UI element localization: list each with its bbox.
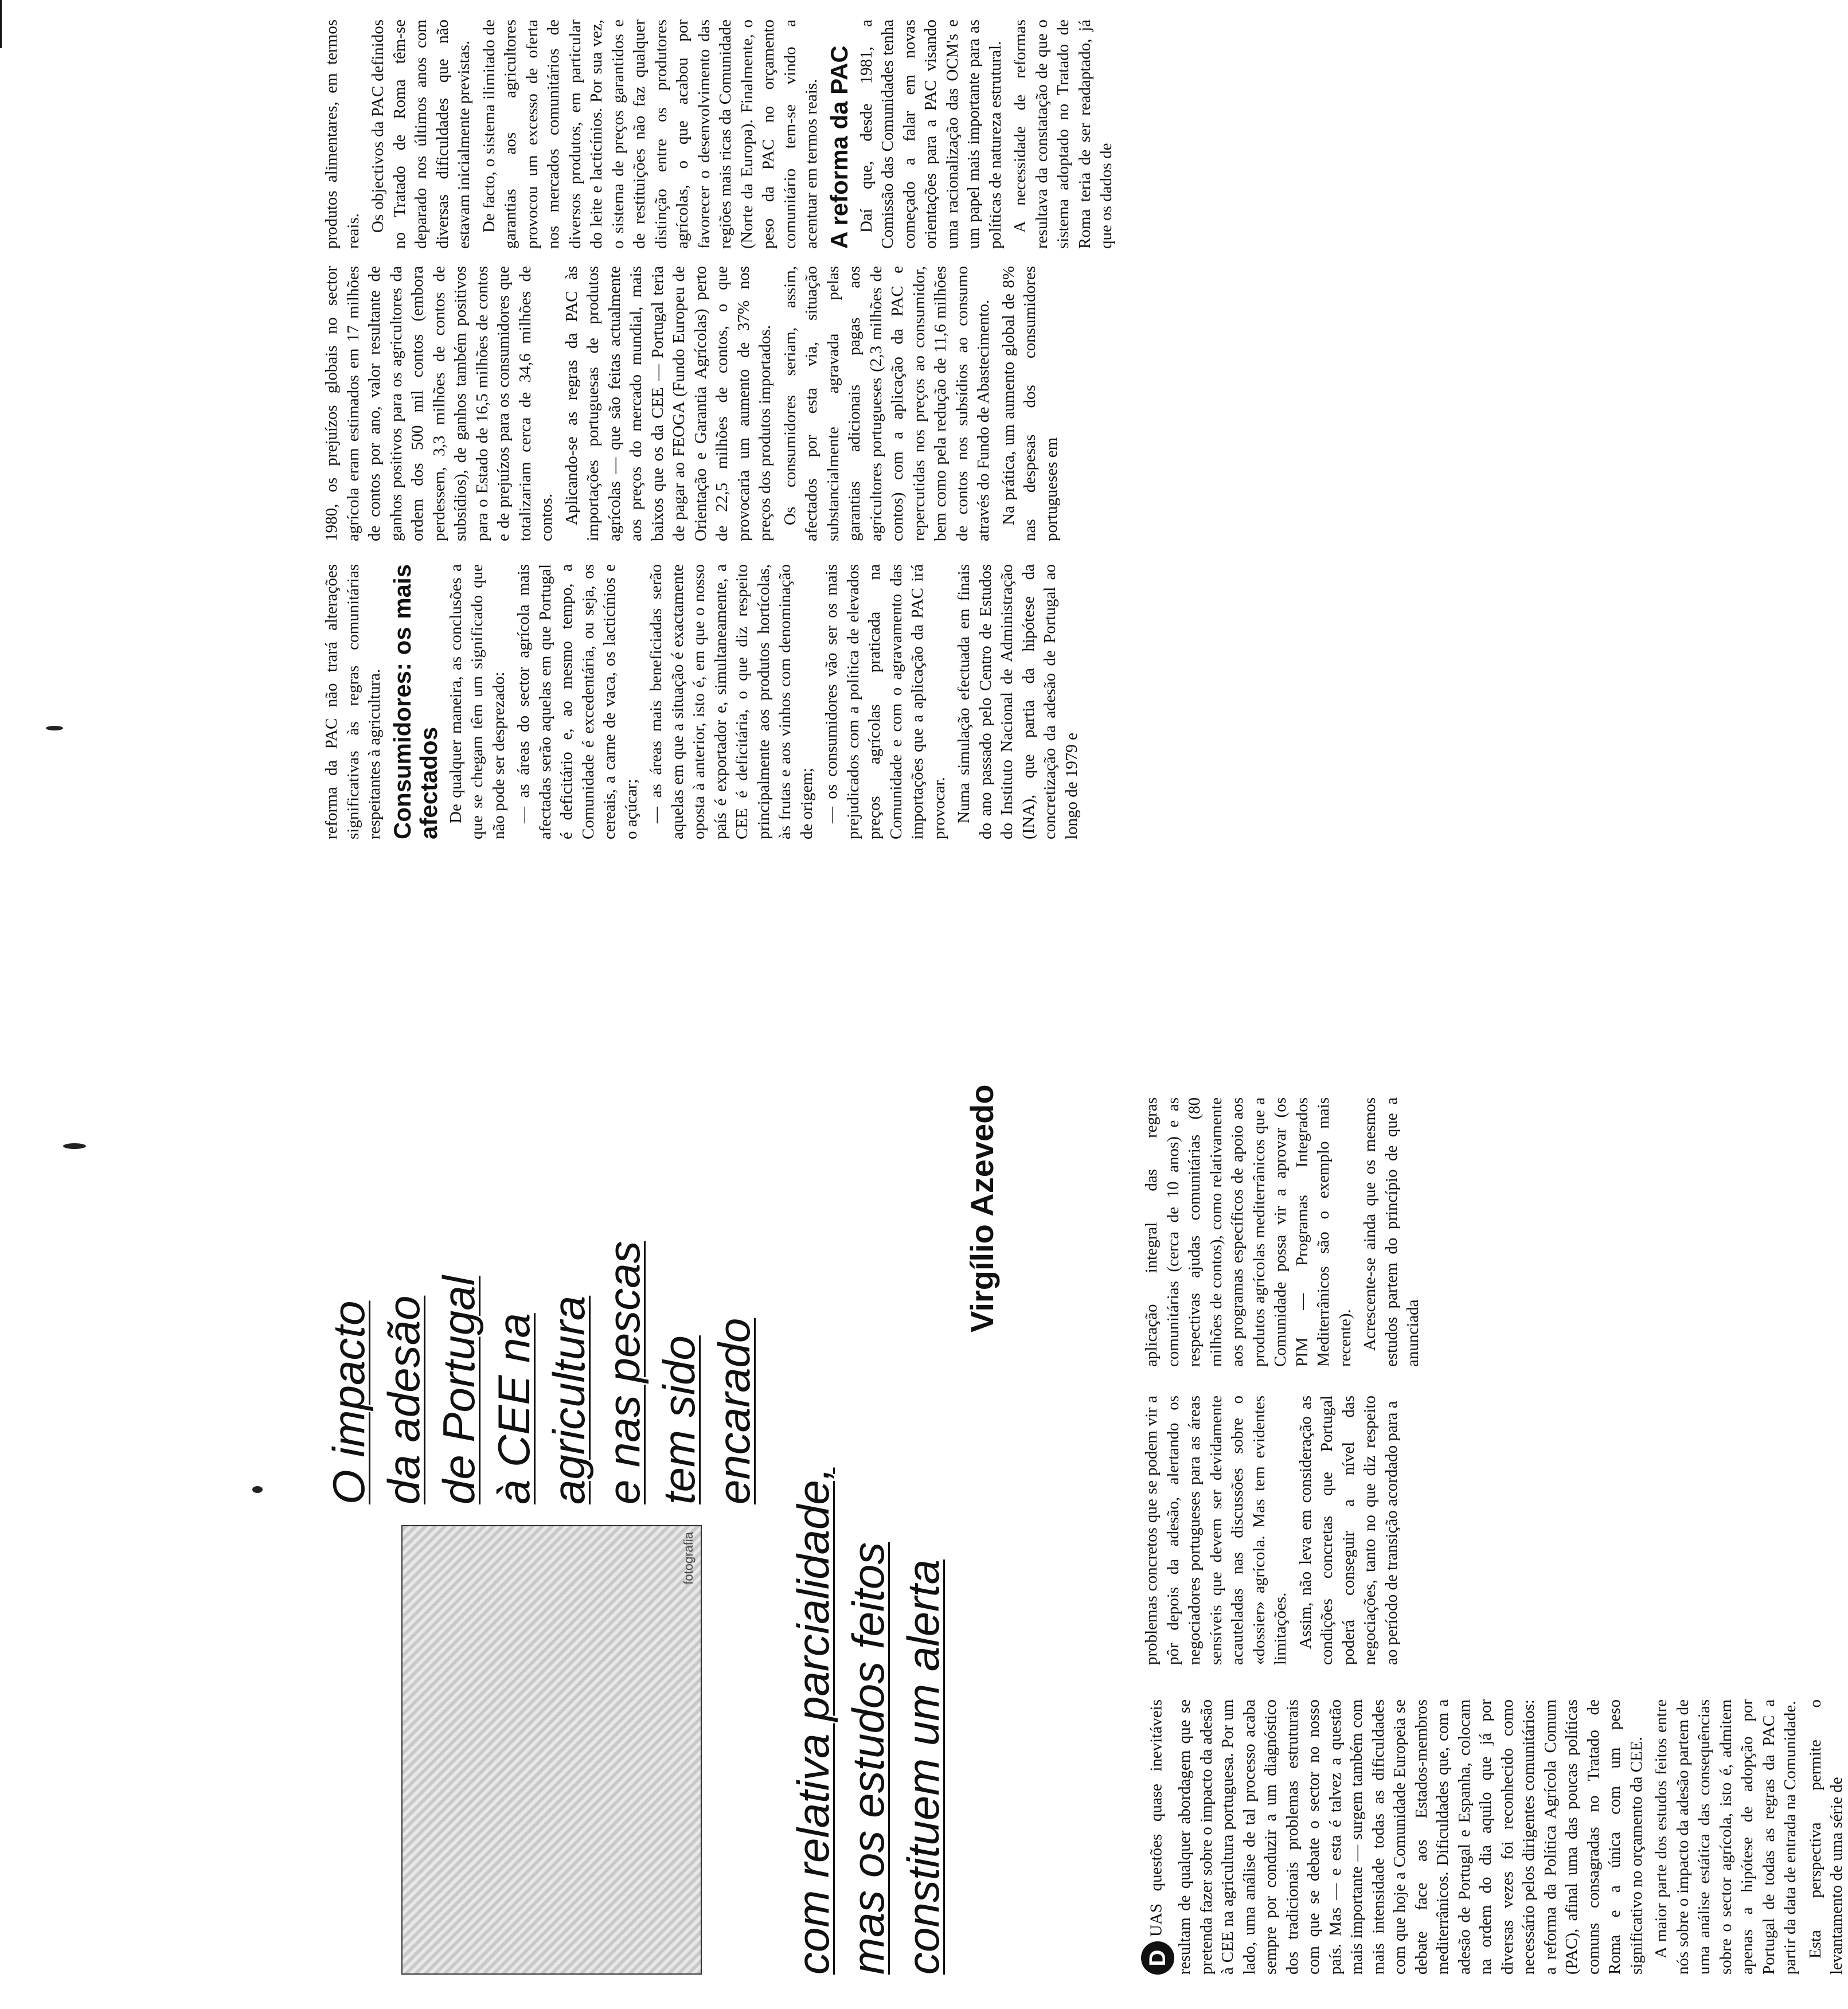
column-6-paragraph: Daí que, desde 1981, a Comissão das Comunidades tenha começado a falar em novas orientações para a PAC visando uma racionalização das OCM's e um papel mais importante para as políticas de natureza estrutural. xyxy=(857,19,1005,249)
column-1-paragraph: Esta perspectiva permite o levantamento de uma série de xyxy=(1806,1699,1846,1975)
column-6-paragraph: Os objectivos da PAC definidos no Tratado de Roma têm-se deparado nos últimos anos com diversas dificuldades que não estavam inicialmente previstas. xyxy=(369,19,473,249)
column-4-paragraph: De qualquer maneira, as conclusões a que se chegam têm um significado que não pode ser desprezado: xyxy=(446,564,508,839)
column-3 xyxy=(1141,1097,1422,1367)
column-4 xyxy=(321,564,1399,839)
scan-mark xyxy=(252,1486,263,1493)
column-6-paragraph: De facto, o sistema ilimitado de garantias aos agricultores provocou um excesso de oferta nos mercados comunitários de diversos produtos, em particular do leite e lacticínios. Por sua vez, o sistema de preços garantidos e de restituições não faz qualquer distinção entre os produtores agrícolas, o que acabou por favorecer o desenvolvimento das regiões mais ricas da Comunidade (Norte da Europa). Finalmente, o peso da PAC no orçamento comunitário tem-se vindo a acentuar em termos reais. xyxy=(479,19,821,249)
column-4-paragraph: — os consumidores vão ser os mais prejudicados com a política de elevados preços agrícolas praticada na Comunidade e com o agravamento das importações que a aplicação da PAC irá provocar. xyxy=(822,564,948,839)
scan-mark xyxy=(63,1143,86,1149)
drop-cap: D xyxy=(1141,1941,1174,1975)
column-4-paragraph: — as áreas do sector agrícola mais afectadas serão aquelas em que Portugal é deficitário e, ao mesmo tempo, a Comunidade é excedentária, ou seja, os cereais, a carne de vaca, os lacticínios e o açúcar; xyxy=(514,564,640,839)
column-1-paragraph: DUAS questões quase inevitáveis resultam de qualquer abordagem que se pretenda fazer sobre o impacto da adesão à CEE na agricultura portuguesa. Por um lado, uma análise de tal processo acaba sempre por conduzir a um diagnóstico dos tradicionais problemas estruturais com que se debate o sector no nosso país. Mas — e esta é talvez a questão mais importante — surgem também com mais intensidade todas as dificuldades com que hoje a Comunidade Europeia se debate face aos Estados-membros mediterrânicos. Dificuldades que, com a adesão de Portugal e Espanha, colocam na ordem do dia aquilo que já por diversas vezes foi reconhecido como necessário pelos dirigentes comunitários: a reforma da Política Agrícola Comum (PAC), afinal uma das poucas políticas comuns consagradas no Tratado de Roma e a única com um peso significativo no orçamento da CEE. xyxy=(1141,1699,1647,1975)
headline-line: encarado xyxy=(709,1318,759,1504)
column-2-paragraph: Assim, não leva em consideração as condições concretas que Portugal poderá conseguir a nível das negociações, tanto no que diz respeito ao período de transição acordado para a xyxy=(1296,1396,1401,1665)
column-1-paragraph: A maior parte dos estudos feitos entre nós sobre o impacto da adesão partem de uma análise estática das consequências sobre o sector agrícola, isto é, admitem apenas a hipótese de adopção por Portugal de todas as regras da PAC a partir da data de entrada na Comunidade. xyxy=(1652,1699,1799,1975)
column-6 xyxy=(321,19,1399,249)
column-4-intro: reforma da PAC não trará alterações significativas às regras comunitárias respeitantes à agricultura. xyxy=(322,564,384,839)
headline-line: tem sido xyxy=(654,1335,704,1504)
column-6-paragraph: produtos alimentares, em termos reais. xyxy=(322,19,362,249)
scan-mark xyxy=(46,726,63,730)
headline-line: da adesão xyxy=(378,1295,429,1504)
column-5-paragraph: Os consumidores seriam, assim, afectados por esta via, situação substancialmente agravada pelas garantias adicionais pagas aos agricultores portugueses (2,3 milhões de contos) com a aplicação da PAC e repercutidas nos preços ao consumidor, bem como pela redução de 11,6 milhões de contos nos subsídios ao consumo através do Fundo de Abastecimento. xyxy=(780,266,993,541)
column-3-paragraph: Acrescente-se ainda que os mesmos estudos partem do princípio de que a anunciada xyxy=(1361,1097,1422,1367)
top-rule xyxy=(0,0,2,48)
author-byline: Virgílio Azevedo xyxy=(964,1084,1000,1332)
column-3-paragraph: aplicação integral das regras comunitárias (cerca de 10 anos) e as respectivas ajudas comunitárias (80 milhões de contos), como relativamente aos programas específicos de apoio aos produtos agrícolas mediterrânicos que a Comunidade possa vir a aprovar (os PIM — Programas Integrados Mediterrânicos são o exemplo mais recente). xyxy=(1142,1097,1354,1367)
column-5-paragraph: Aplicando-se as regras da PAC às importações portuguesas de produtos agrícolas — que são feitas actualmente aos preços do mercado mundial, mais baixos que os da CEE — Portugal teria de pagar ao FEOGA (Fundo Europeu de Orientação e Garantia Agrícolas) perto de 22,5 milhões de contos, o que provocaria um aumento de 37% nos preços dos produtos importados. xyxy=(562,266,774,541)
column-2-paragraph: problemas concretos que se podem vir a pôr depois da adesão, alertando os negociadores portugueses para as áreas sensíveis que devem ser devidamente acauteladas nas discussões sobre o «dossier» agrícola. Mas tem evidentes limitações. xyxy=(1142,1396,1290,1665)
headline-line: constituem um alerta xyxy=(898,1559,948,1975)
headline-line: com relativa parcialidade, xyxy=(788,1467,838,1975)
column-2 xyxy=(1141,1396,1405,1665)
column-5-paragraph: Na prática, um aumento global de 8% nas despesas dos consumidores portugueses em xyxy=(999,266,1061,541)
column-5-paragraph: 1980, os prejuízos globais no sector agrícola eram estimados em 17 milhões de contos por ano, valor resultante de ganhos positivos para os agricultores da ordem dos 500 mil contos (embora perdessem, 3,3 milhões de contos de subsídios), de ganhos também positivos para o Estado de 16,5 milhões de contos e de prejuízos para os consumidores que totalizariam cerca de 34,6 milhões de contos. xyxy=(322,266,556,541)
headline-line: de Portugal xyxy=(433,1276,484,1504)
headline xyxy=(321,874,761,1504)
column-4-paragraph: — as áreas mais beneficiadas serão aquelas em que a situação é exactamente oposta à anterior, isto é, em que o nosso país é exportador e, simultaneamente, a CEE é deficitária, o que diz respeito principalmente aos produtos hortícolas, às frutas e aos vinhos com denominação de origem; xyxy=(647,564,816,839)
column-1 xyxy=(1141,1699,1846,1975)
subhead-consumidores: Consumidores: os mais afectados xyxy=(388,564,442,839)
headline-line: e nas pescas xyxy=(599,1241,649,1504)
column-6-paragraph: A necessidade de reformas resultava da constatação de que o sistema adoptado no Tratado de Roma teria de ser readaptado, já que os dados de xyxy=(1011,19,1115,249)
headline-line: O impacto xyxy=(323,1300,374,1504)
headline-continued xyxy=(786,885,951,1975)
headline-line: agricultura xyxy=(544,1295,594,1504)
column-5 xyxy=(321,266,1399,541)
headline-line: à CEE na xyxy=(489,1313,539,1504)
headline-line: mas os estudos feitos xyxy=(843,1542,893,1975)
column-4-paragraph: Numa simulação efectuada em finais do ano passado pelo Centro de Estudos do Instituto Nacional de Administração (INA), que partia da hipótese da concretização da adesão de Portugal ao longo de 1979 e xyxy=(955,564,1081,839)
subhead-reforma: A reforma da PAC xyxy=(825,45,853,249)
photo-label: fotografia xyxy=(681,1532,696,1585)
portrait-photo xyxy=(401,1525,702,1975)
